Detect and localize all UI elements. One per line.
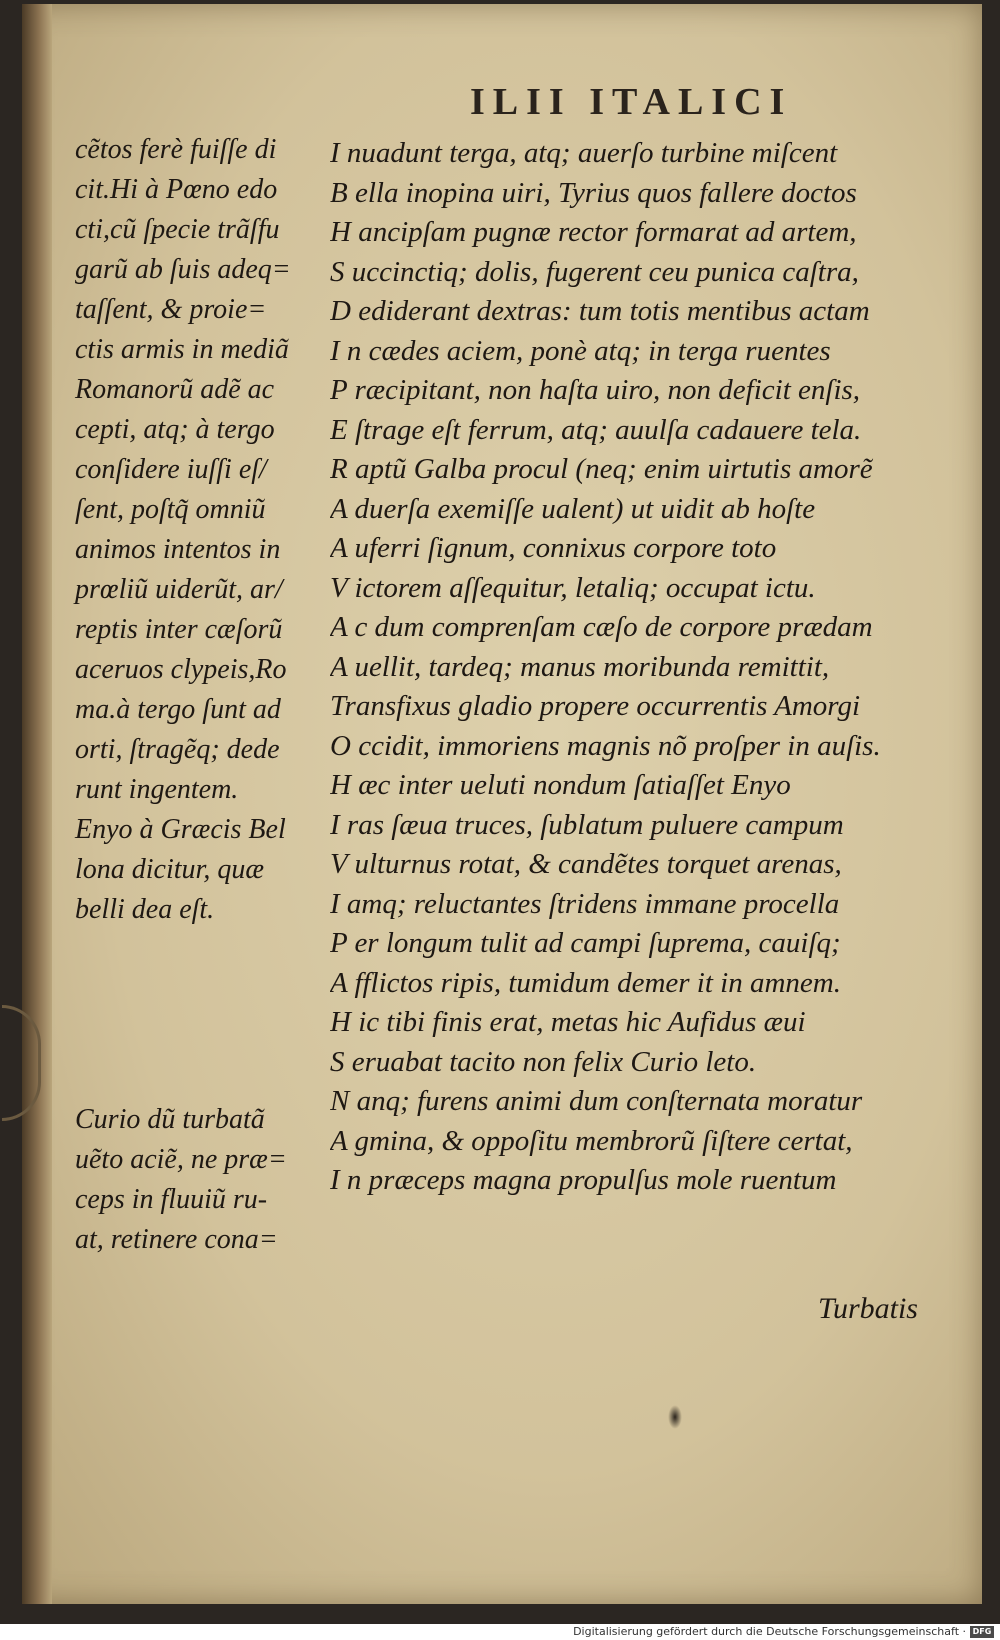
marginal-note-block-2 bbox=[75, 1100, 315, 1260]
verse-line: D ediderant dextras: tum totis mentibus actam bbox=[330, 295, 870, 327]
marginal-note-line: aceruos clypeis,Ro bbox=[75, 654, 287, 685]
verse-line: V ulturnus rotat, & candẽtes torquet arenas, bbox=[330, 848, 842, 880]
verse-line: E ſtrage eſt ferrum, atq; auulſa cadauere tela. bbox=[330, 413, 862, 446]
verse-column bbox=[330, 134, 940, 1201]
page-gutter bbox=[22, 4, 52, 1604]
verse-line: I ras ſæua truces, ſublatum puluere campum bbox=[330, 808, 844, 841]
marginal-note-line: taſſent, & proie= bbox=[75, 294, 267, 325]
marginal-note-line: ſent, poſtq̃ omniũ bbox=[75, 494, 266, 525]
footer-credit: Digitalisierung gefördert durch die Deutsche Forschungsgemeinschaft · bbox=[573, 1625, 966, 1638]
ink-smudge bbox=[668, 1405, 682, 1429]
verse-line: O ccidit, immoriens magnis nõ proſper in auſis. bbox=[330, 729, 881, 762]
marginal-note-block-1 bbox=[75, 130, 315, 930]
marginal-note-line: ceps in fluuiũ ru- bbox=[75, 1184, 268, 1215]
verse-line: Transfixus gladio propere occurrentis Amorgi bbox=[330, 690, 861, 722]
marginal-note-line: Curio dũ turbatã bbox=[75, 1104, 265, 1135]
verse-line: A uellit, tardeq; manus moribunda remittit, bbox=[330, 650, 830, 683]
marginal-note-line: conſidere iuſſi eſ/ bbox=[75, 454, 267, 485]
marginal-note-line: at, retinere cona= bbox=[75, 1224, 278, 1255]
marginal-note-line: cti,cũ ſpecie trãſfu bbox=[75, 214, 280, 245]
verse-line: A uferri ſignum, connixus corpore toto bbox=[330, 532, 777, 564]
verse-line: I nuadunt terga, atq; auerſo turbine miſcent bbox=[330, 137, 838, 169]
marginal-notes-column bbox=[75, 130, 315, 1260]
verse-line: S eruabat tacito non felix Curio leto. bbox=[330, 1045, 757, 1078]
marginal-note-line: ctis armis in mediã bbox=[75, 334, 289, 365]
verse-line: I amq; reluctantes ſtridens immane procella bbox=[330, 887, 840, 920]
verse-line: H æc inter ueluti nondum ſatiaſſet Enyo bbox=[330, 769, 791, 801]
marginal-note-line: belli dea eſt. bbox=[75, 894, 215, 925]
note-spacer bbox=[75, 930, 315, 1100]
marginal-note-line: garũ ab ſuis adeq= bbox=[75, 254, 291, 285]
verse-line: A duerſa exemiſſe ualent) ut uidit ab hoſte bbox=[330, 492, 816, 525]
marginal-note-line: prœliũ uiderũt, ar/ bbox=[75, 574, 283, 605]
marginal-note-line: cẽtos ferè fuiſſe di bbox=[75, 134, 277, 165]
verse-line: N anq; furens animi dum conſternata moratur bbox=[330, 1085, 863, 1117]
verse-line: S uccinctiq; dolis, fugerent ceu punica caſtra, bbox=[330, 255, 859, 288]
verse-line: H ic tibi finis erat, metas hic Aufidus æui bbox=[330, 1006, 806, 1038]
marginal-note-line: orti, ſtragẽq; dede bbox=[75, 734, 280, 765]
verse-line: A gmina, & oppoſitu membrorũ ſiſtere certat, bbox=[330, 1124, 853, 1157]
verse-line: H ancipſam pugnæ rector formarat ad artem, bbox=[330, 216, 857, 248]
footer-bar bbox=[0, 1624, 1000, 1640]
marginal-note-line: Romanorũ adẽ ac bbox=[75, 374, 275, 405]
verse-line: V ictorem aſſequitur, letaliq; occupat ictu. bbox=[330, 571, 816, 604]
marginal-note-line: lona dicitur, quæ bbox=[75, 854, 265, 885]
verse-line: I n præceps magna propulſus mole ruentum bbox=[330, 1164, 837, 1196]
marginal-note-line: cit.Hi à Pœno edo bbox=[75, 174, 278, 205]
marginal-note-line: cepti, atq; à tergo bbox=[75, 414, 275, 445]
verse-line: B ella inopina uiri, Tyrius quos fallere doctos bbox=[330, 176, 857, 209]
marginal-note-line: runt ingentem. bbox=[75, 774, 239, 805]
verse-line: I n cædes aciem, ponè atq; in terga ruentes bbox=[330, 334, 831, 367]
running-head: ILII ITALICI bbox=[470, 81, 793, 123]
marginal-note-line: ma.à tergo ſunt ad bbox=[75, 694, 281, 725]
marginal-note-line: reptis inter cæſorũ bbox=[75, 614, 283, 645]
dfg-logo-badge: DFG bbox=[970, 1626, 994, 1638]
marginal-note-line: uẽto aciẽ, ne præ= bbox=[75, 1144, 287, 1175]
verse-line: A c dum comprenſam cæſo de corpore prædam bbox=[330, 611, 873, 643]
verse-line: P er longum tulit ad campi ſuprema, cauiſq; bbox=[330, 927, 841, 959]
catchword: Turbatis bbox=[817, 1292, 918, 1325]
marginal-note-line: animos intentos in bbox=[75, 534, 281, 565]
verse-line: R aptũ Galba procul (neq; enim uirtutis amorẽ bbox=[330, 453, 873, 485]
verse-line: P ræcipitant, non haſta uiro, non deficit enſis, bbox=[330, 374, 861, 406]
verse-line: A fflictos ripis, tumidum demer it in amnem. bbox=[330, 966, 841, 999]
marginal-note-line: Enyo à Græcis Bel bbox=[75, 814, 286, 845]
